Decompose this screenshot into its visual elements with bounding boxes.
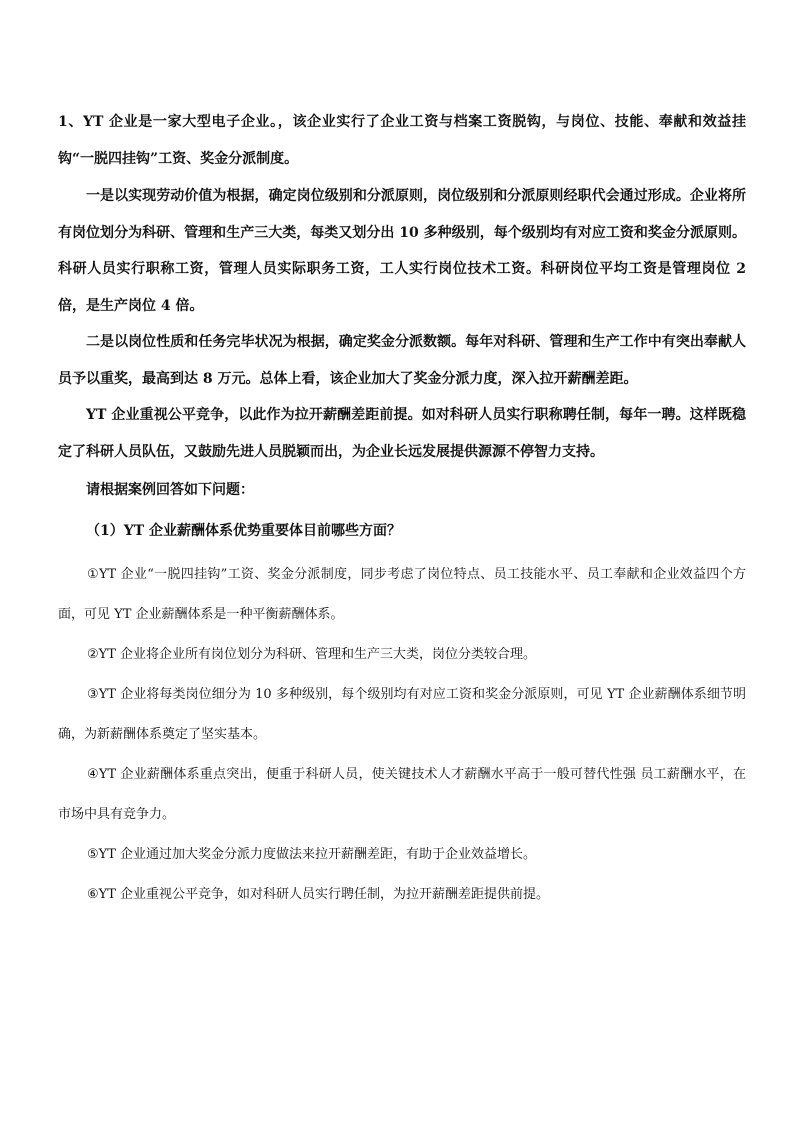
question-prompt: 请根据案例回答如下问题： — [86, 482, 254, 498]
answer-item: ③YT 企业将每类岗位细分为 10 多种级别，每个级别均有对应工资和奖金分派原则，可见 YT 企业薪酬体系细节明确，为新薪酬体系奠定了坚实基本。 — [58, 687, 746, 742]
case-fair-competition-paragraph: YT 企业重视公平竞争，以此作为拉开薪酬差距前提。如对科研人员实行职称聘任制，每年一聘。这样既稳定了科研人员队伍，又鼓励先进人员脱颖而出，为企业长远发展提供源源不停智力支持。 — [58, 407, 746, 460]
answer-item: ①YT 企业“一脱四挂钩”工资、奖金分派制度，同步考虑了岗位特点、员工技能水平、员工奉献和企业效益四个方面，可见 YT 企业薪酬体系是一种平衡薪酬体系。 — [58, 567, 746, 622]
case-point-two-paragraph: 二是以岗位性质和任务完毕状况为根据，确定奖金分派数额。每年对科研、管理和生产工作中有突出奉献人员予以重奖，最高到达 8 万元。总体上看，该企业加大了奖金分派力度，深入拉开薪酬差距。 — [58, 334, 746, 387]
question-1: （1）YT 企业薪酬体系优势重要体目前哪些方面？ — [86, 522, 402, 539]
case-point-one-paragraph: 一是以实现劳动价值为根据，确定岗位级别和分派原则，岗位级别和分派原则经职代会通过形成。企业将所有岗位划分为科研、管理和生产三大类，每类又划分出 10 多种级别，每个级别均有对应工资和奖金分派原则。科研人员实行职称工资，管理人员实际职务工资，工人实行岗位技术工资。科研岗位平均工资是管理岗位 2 倍，是生产岗位 4 倍。 — [58, 188, 746, 314]
answer-item: ⑥YT 企业重视公平竞争，如对科研人员实行聘任制，为拉开薪酬差距提供前提。 — [87, 887, 550, 902]
case-intro-paragraph: 1、YT 企业是一家大型电子企业。，该企业实行了企业工资与档案工资脱钩，与岗位、技能、奉献和效益挂钩“一脱四挂钩”工资、奖金分派制度。 — [58, 114, 746, 167]
answer-item: ④YT 企业薪酬体系重点突出，便重于科研人员，使关键技术人才薪酬水平高于一般可替代性强 员工薪酬水平，在市场中具有竞争力。 — [58, 767, 746, 822]
answer-item: ②YT 企业将企业所有岗位划分为科研、管理和生产三大类，岗位分类较合理。 — [87, 647, 537, 662]
answer-item: ⑤YT 企业通过加大奖金分派力度做法来拉开薪酬差距，有助于企业效益增长。 — [87, 847, 537, 862]
document-body — [58, 104, 746, 915]
